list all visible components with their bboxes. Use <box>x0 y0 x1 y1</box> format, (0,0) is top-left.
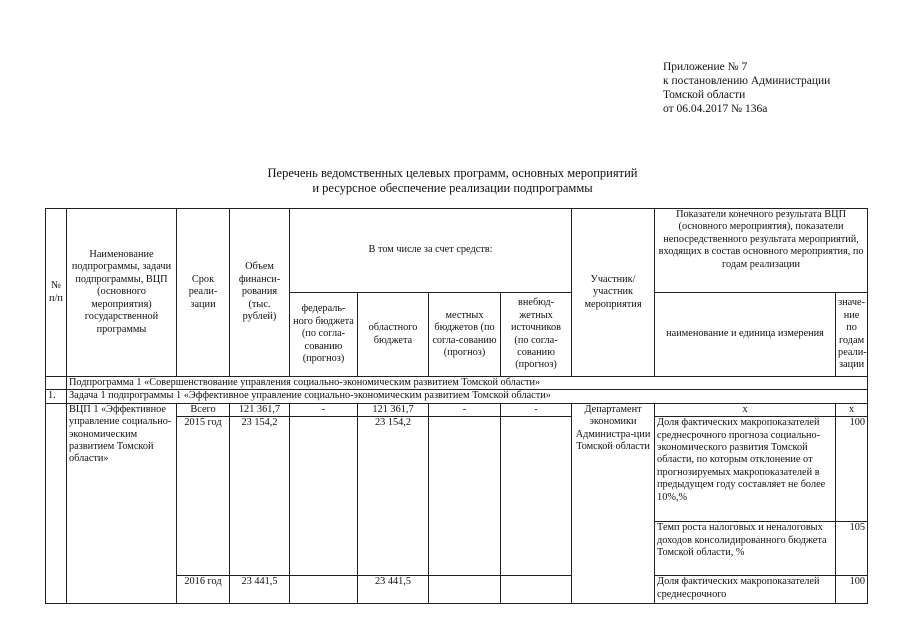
header-num: № п/п <box>46 209 67 377</box>
appendix-line: от 06.04.2017 № 136а <box>663 103 768 115</box>
row-federal: - <box>290 403 358 416</box>
row-regional: 121 361,7 <box>358 403 429 416</box>
row-indicator-name: Темп роста налоговых и неналоговых доходов консолидированного бюджета Томской области, % <box>655 522 836 576</box>
row-term: 2015 год <box>177 417 230 576</box>
table-row <box>46 403 868 416</box>
row-indicator-name: Доля фактических макропоказателей среднесрочного <box>655 576 836 604</box>
header-regional: областного бюджета <box>358 293 429 377</box>
header-volume: Объем финанси-рования (тыс. рублей) <box>230 209 290 377</box>
row-volume: 23 154,2 <box>230 417 290 576</box>
row-indicator-name: x <box>655 403 836 416</box>
row-local: - <box>429 403 501 416</box>
title-line-1: Перечень ведомственных целевых программ, основных мероприятий <box>267 166 638 180</box>
subprogram-row <box>46 377 868 390</box>
row-extra <box>501 417 572 576</box>
header-extrabudget: внебюд-жетных источников (по согла-сованию (прогноз) <box>501 293 572 377</box>
row-regional: 23 154,2 <box>358 417 429 576</box>
appendix-block <box>663 60 830 116</box>
task-num: 1. <box>46 390 67 403</box>
row-regional: 23 441,5 <box>358 576 429 604</box>
header-federal: федераль-ного бюджета (по согла-сованию (прогноз) <box>290 293 358 377</box>
appendix-line: к постановлению Администрации <box>663 75 831 87</box>
header-name: Наименование подпрограммы, задачи подпрограммы, ВЦП (основного мероприятия) государственной программы <box>67 209 177 377</box>
row-volume: 121 361,7 <box>230 403 290 416</box>
task-title: Задача 1 подпрограммы 1 «Эффективное управление социально-экономическим развитием Томской области» <box>67 390 868 403</box>
header-local: местных бюджетов (по согла-сованию (прогноз) <box>429 293 501 377</box>
header-participant: Участник/ участник мероприятия <box>572 209 655 377</box>
row-indicator-value: x <box>836 403 868 416</box>
task-row <box>46 390 868 403</box>
row-federal <box>290 576 358 604</box>
row-indicator-value: 100 <box>836 417 868 522</box>
row-term: Всего <box>177 403 230 416</box>
row-indicator-value: 105 <box>836 522 868 576</box>
header-indicators: Показатели конечного результата ВЦП (основного мероприятия), показатели непосредственного результата мероприятий, входящих в состав основного мероприятия, по годам реализации <box>655 209 868 293</box>
appendix-line: Томской области <box>663 89 746 101</box>
row-indicator-name: Доля фактических макропоказателей среднесрочного прогноза социально-экономического развития Томской области, по которым отклонение от прогнозируемых макропоказателей в предыдущем году составляет не более 10%,% <box>655 417 836 522</box>
header-indicator-value: значе-ние по годам реали-зации <box>836 293 868 377</box>
title-line-2: и ресурсное обеспечение реализации подпрограммы <box>312 181 593 195</box>
row-indicator-value: 100 <box>836 576 868 604</box>
row-extra: - <box>501 403 572 416</box>
vcp-participant: Департамент экономики Администра-ции Томской области <box>572 403 655 603</box>
row-volume: 23 441,5 <box>230 576 290 604</box>
vcp-num <box>46 403 67 603</box>
row-extra <box>501 576 572 604</box>
document-title <box>0 166 905 196</box>
header-including: В том числе за счет средств: <box>290 209 572 293</box>
appendix-line: Приложение № 7 <box>663 61 748 73</box>
programs-table <box>45 208 868 604</box>
row-local <box>429 417 501 576</box>
header-indicator-name: наименование и единица измерения <box>655 293 836 377</box>
row-local <box>429 576 501 604</box>
vcp-name: ВЦП 1 «Эффективное управление социально-экономическим развитием Томской области» <box>67 403 177 603</box>
header-term: Срок реали-зации <box>177 209 230 377</box>
subprogram-num <box>46 377 67 390</box>
row-term: 2016 год <box>177 576 230 604</box>
row-federal <box>290 417 358 576</box>
subprogram-title: Подпрограмма 1 «Совершенствование управления социально-экономическим развитием Томской области» <box>67 377 868 390</box>
header-row-1 <box>46 209 868 293</box>
